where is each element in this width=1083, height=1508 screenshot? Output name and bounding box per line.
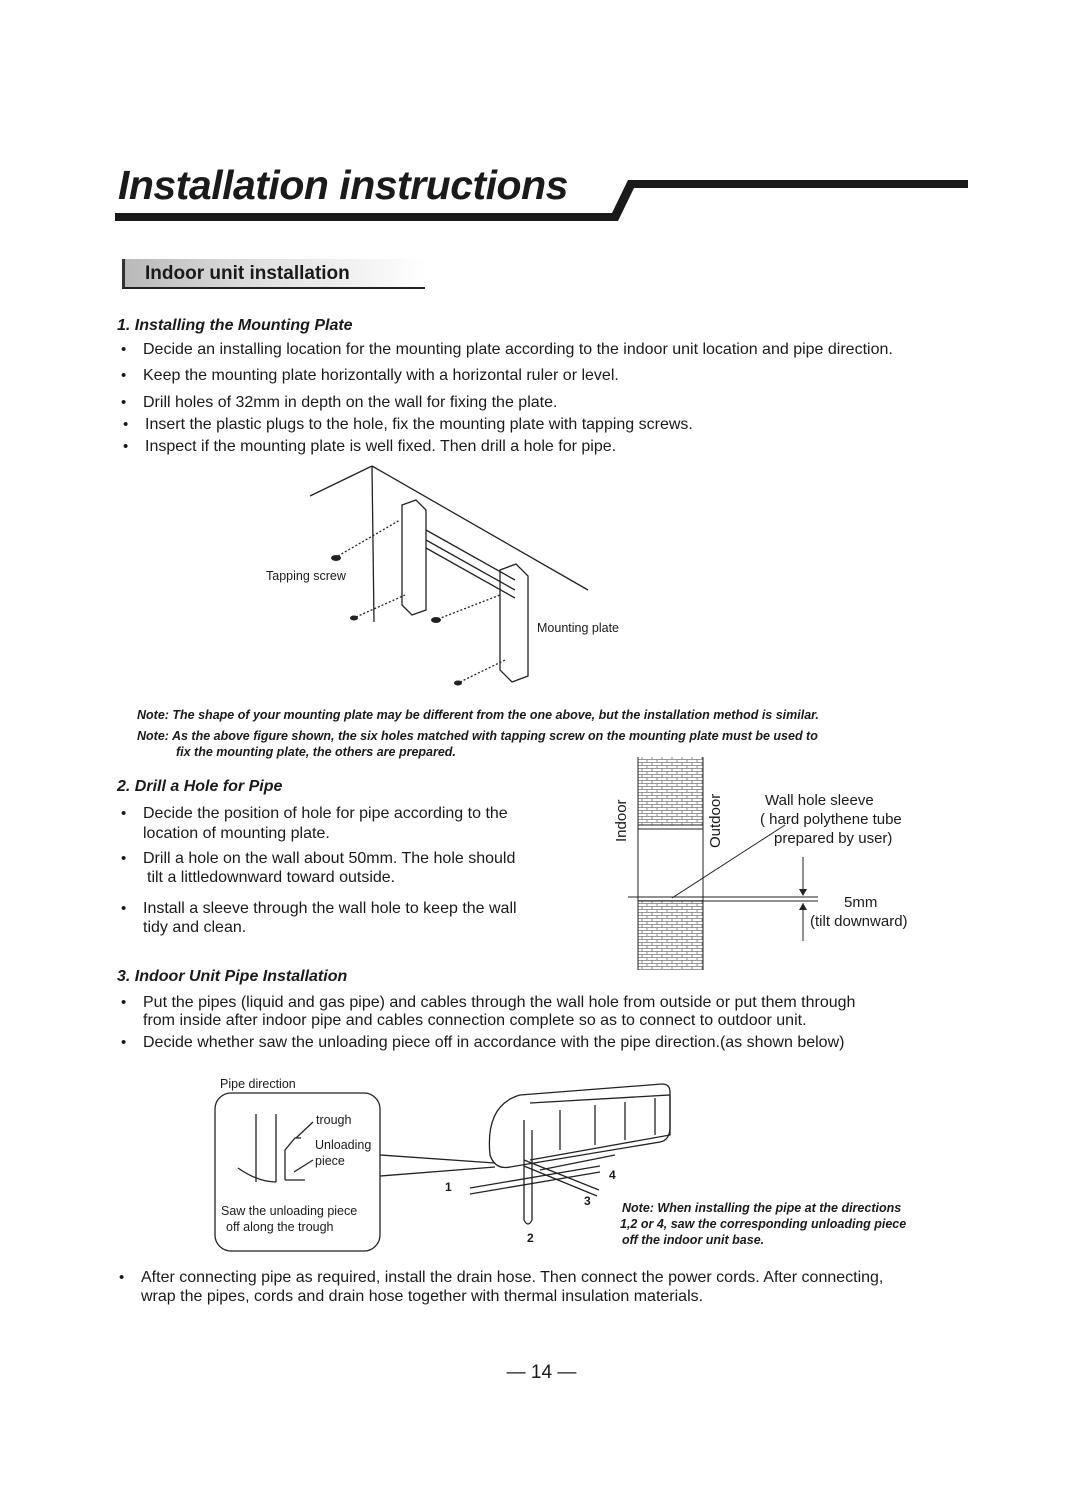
step1-bullet: • Decide an installing location for the mounting plate according to the indoor unit location and pipe direction.: [143, 340, 893, 360]
indoor-label: Indoor: [613, 799, 630, 842]
final-bullet-cont: wrap the pipes, cords and drain hose together with thermal insulation materials.: [141, 1288, 704, 1305]
outdoor-label: Outdoor: [707, 793, 724, 848]
pipe-direction-label: Pipe direction: [220, 1077, 296, 1091]
step2-bullet: • Drill a hole on the wall about 50mm. The hole should: [143, 849, 515, 869]
step1-bullet: • Drill holes of 32mm in depth on the wall for fixing the plate.: [143, 393, 557, 413]
step1-heading: 1. Installing the Mounting Plate: [117, 317, 353, 334]
figure-note: Note: When installing the pipe at the directions: [622, 1201, 902, 1215]
tapping-screw-label: Tapping screw: [266, 569, 346, 583]
direction-4: 4: [609, 1168, 616, 1182]
figure-note: 1,2 or 4, saw the corresponding unloading piece: [620, 1217, 907, 1231]
step3-bullet: • Put the pipes (liquid and gas pipe) and cables through the wall hole from outside or put them through: [143, 993, 855, 1013]
trough-label: trough: [316, 1113, 352, 1127]
page-number: — 14 —: [506, 1362, 577, 1383]
unloading-label: Unloading: [315, 1138, 372, 1152]
saw-label: off along the trough: [226, 1220, 334, 1234]
step2-bullet: • Decide the position of hole for pipe according to the: [143, 804, 508, 824]
step3-bullet-cont: from inside after indoor pipe and cables connection complete so as to connect to outdoor unit.: [143, 1012, 807, 1029]
saw-label: Saw the unloading piece: [221, 1204, 358, 1218]
page-title: Installation instructions: [118, 162, 568, 208]
step2-bullet-cont: tilt a littledownward toward outside.: [147, 869, 396, 886]
mounting-plate-label: Mounting plate: [537, 621, 620, 635]
direction-3: 3: [584, 1194, 591, 1208]
step2-bullet: • Install a sleeve through the wall hole to keep the wall: [143, 899, 517, 919]
piece-label: piece: [315, 1154, 345, 1168]
step3-bullet: • Decide whether saw the unloading piece off in accordance with the pipe direction.(as shown below): [143, 1033, 844, 1053]
note: fix the mounting plate, the others are prepared.: [176, 745, 456, 759]
sleeve-label: prepared by user): [774, 830, 893, 847]
figure-note: off the indoor unit base.: [622, 1233, 765, 1247]
tilt-label: (tilt downward): [810, 913, 908, 930]
step1-bullet: • Inspect if the mounting plate is well fixed. Then drill a hole for pipe.: [145, 437, 616, 457]
direction-2: 2: [527, 1231, 534, 1245]
step3-heading: 3. Indoor Unit Pipe Installation: [117, 968, 348, 985]
direction-1: 1: [445, 1180, 452, 1194]
sleeve-label: Wall hole sleeve: [765, 792, 874, 809]
step2-heading: 2. Drill a Hole for Pipe: [117, 778, 283, 795]
section-header-label: Indoor unit installation: [145, 263, 350, 284]
step2-bullet-cont: location of mounting plate.: [143, 825, 330, 842]
tilt-label: 5mm: [844, 894, 878, 911]
final-bullet: • After connecting pipe as required, install the drain hose. Then connect the power cords. After connecting,: [141, 1268, 883, 1288]
step2-bullet-cont: tidy and clean.: [143, 919, 247, 936]
sleeve-label: ( hard polythene tube: [760, 811, 902, 828]
step1-bullet: • Insert the plastic plugs to the hole, fix the mounting plate with tapping screws.: [145, 415, 693, 435]
step1-bullet: • Keep the mounting plate horizontally with a horizontal ruler or level.: [143, 366, 619, 386]
note: Note: The shape of your mounting plate may be different from the one above, but the installation method is similar.: [137, 708, 819, 722]
note: Note: As the above figure shown, the six holes matched with tapping screw on the mounting plate must be used to: [137, 729, 818, 743]
